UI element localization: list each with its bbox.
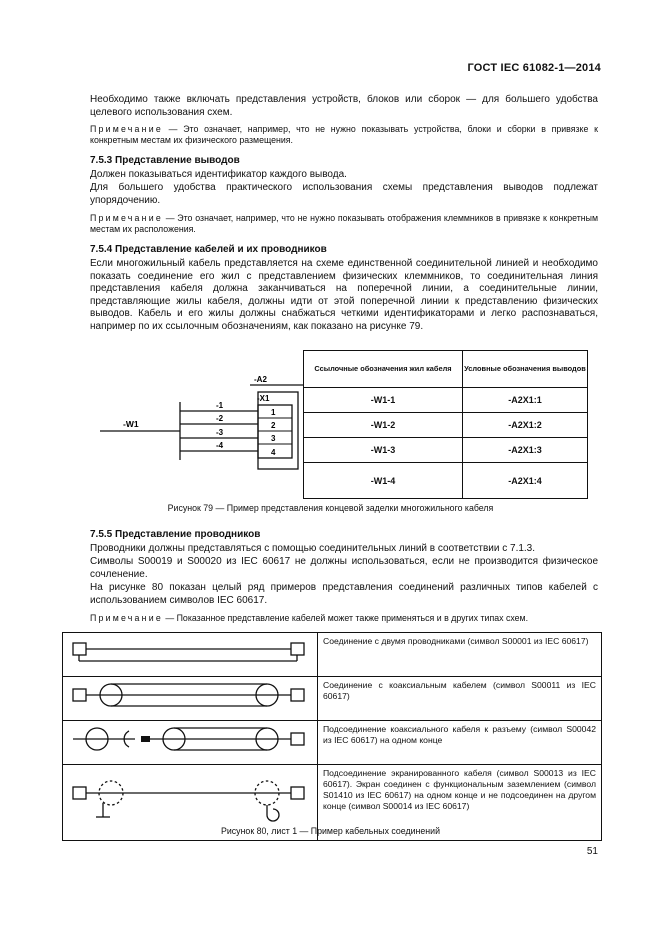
coaxial-cable-symbol [63, 677, 317, 715]
terminal-strip-label: -X1 [257, 394, 270, 403]
s755-paragraph-3: На рисунке 80 показан целый ряд примеров представления соединений различных типов кабелей с использованием символов IEC 60617. [90, 582, 598, 606]
table-cell: -A2X1:2 [463, 413, 588, 438]
row-description: Соединение с коаксиальным кабелем (символ S00011 из IEC 60617) [318, 677, 602, 721]
core-label: -2 [216, 414, 224, 423]
table-cell: -A2X1:4 [463, 463, 588, 499]
section-heading-754: 7.5.4 Представление кабелей и их проводников [90, 244, 327, 255]
table-row [304, 388, 588, 413]
table-row [63, 721, 602, 765]
terminal-number: 4 [271, 448, 276, 457]
note-text: — Это означает, например, что не нужно показывать отображения клеммников в привязке к конкретным местам их расположения. [90, 213, 598, 235]
core-label: -4 [216, 441, 224, 450]
terminal-number: 1 [271, 408, 276, 417]
table-cell: -W1-2 [304, 413, 463, 438]
note-label: Примечание [90, 213, 163, 223]
note-text: — Это означает, например, что не нужно показывать устройства, блоки и сборки в привязке к конкретным местам их физического размещения. [90, 124, 598, 146]
s755-paragraph-1: Проводники должны представляться с помощью соединительных линий в соответствии с 7.1.3. [90, 543, 536, 554]
figure-79-diagram [95, 370, 305, 470]
two-conductor-symbol [63, 633, 317, 671]
row-description: Подсоединение коаксиального кабеля к разъему (символ S00042 из IEC 60617) на одном конце [318, 721, 602, 765]
intro-note [90, 124, 598, 147]
symbol-cell [63, 677, 318, 721]
s753-paragraph-1: Должен показываться идентификатор каждого вывода. [90, 169, 347, 180]
table-header: Условные обозначения выводов [463, 351, 588, 388]
s754-paragraph: Если многожильный кабель представляется на схеме единственной соединительной линией и необходимо показать соединение его жил с представлением физических клеммников, то соединительная линия представления кабеля должна заканчиваться на поперечной линии, а соединительные линии, представляющие жилы кабеля, должны идти от этой поперечной линии к представлению физических выводов. Кабель и его жилы должны снабжаться четкими идентификаторами и легко распознаваться, например по их ссылочным обозначениям, как показано на рисунке 79. [90, 258, 598, 332]
table-cell: -A2X1:1 [463, 388, 588, 413]
table-cell: -A2X1:3 [463, 438, 588, 463]
figure-80-caption: Рисунок 80, лист 1 — Пример кабельных соединений [221, 826, 440, 836]
page-number: 51 [586, 846, 598, 857]
screened-cable-symbol [63, 765, 317, 835]
s753-paragraph-2: Для большего удобства практического использования схемы представления выводов подлежат упорядочению. [90, 182, 598, 206]
symbol-cell [63, 633, 318, 677]
cable-label: -W1 [123, 419, 139, 429]
s755-note [90, 613, 598, 624]
terminal-number: 3 [271, 434, 276, 443]
coaxial-connector-symbol [63, 721, 317, 759]
assembly-label: -A2 [254, 375, 267, 384]
table-row [304, 438, 588, 463]
intro-paragraph: Необходимо также включать представления устройств, блоков или сборок — для большего удобства целевого использования схем. [90, 94, 598, 118]
section-heading-755: 7.5.5 Представление проводников [90, 529, 261, 540]
table-row [63, 677, 602, 721]
note-label: Примечание [90, 124, 163, 134]
table-row [304, 463, 588, 499]
table-cell: -W1-4 [304, 463, 463, 499]
table-cell: -W1-3 [304, 438, 463, 463]
note-label: Примечание [90, 613, 163, 623]
figure-80-table [62, 632, 602, 841]
terminal-number: 2 [271, 421, 276, 430]
s753-note [90, 213, 598, 236]
section-heading-753: 7.5.3 Представление выводов [90, 155, 240, 166]
table-row [63, 633, 602, 677]
document-header: ГОСТ IEC 61082-1—2014 [467, 62, 601, 74]
table-row [304, 413, 588, 438]
table-cell: -W1-1 [304, 388, 463, 413]
core-label: -1 [216, 401, 224, 410]
row-description: Соединение с двумя проводниками (символ S00001 из IEC 60617) [318, 633, 602, 677]
row-description: Подсоединение экранированного кабеля (символ S00013 из IEC 60617). Экран соединен с функциональным заземлением (символ S01410 из IEC 60617) на одном конце и не подсоединен на другом конце (символ S00014 из IEC 60617) [318, 765, 602, 841]
figure-79-caption: Рисунок 79 — Пример представления концевой заделки многожильного кабеля [167, 503, 494, 513]
note-text: — Показанное представление кабелей может также применяться и в других типах схем. [162, 613, 529, 623]
s755-paragraph-2: Символы S00019 и S00020 из IEC 60617 не должны использоваться, если не производится физическое сочленение. [90, 556, 598, 580]
core-label: -3 [216, 428, 224, 437]
figure-79-table [303, 350, 588, 499]
table-header: Ссылочные обозначения жил кабеля [304, 351, 463, 388]
symbol-cell [63, 721, 318, 765]
